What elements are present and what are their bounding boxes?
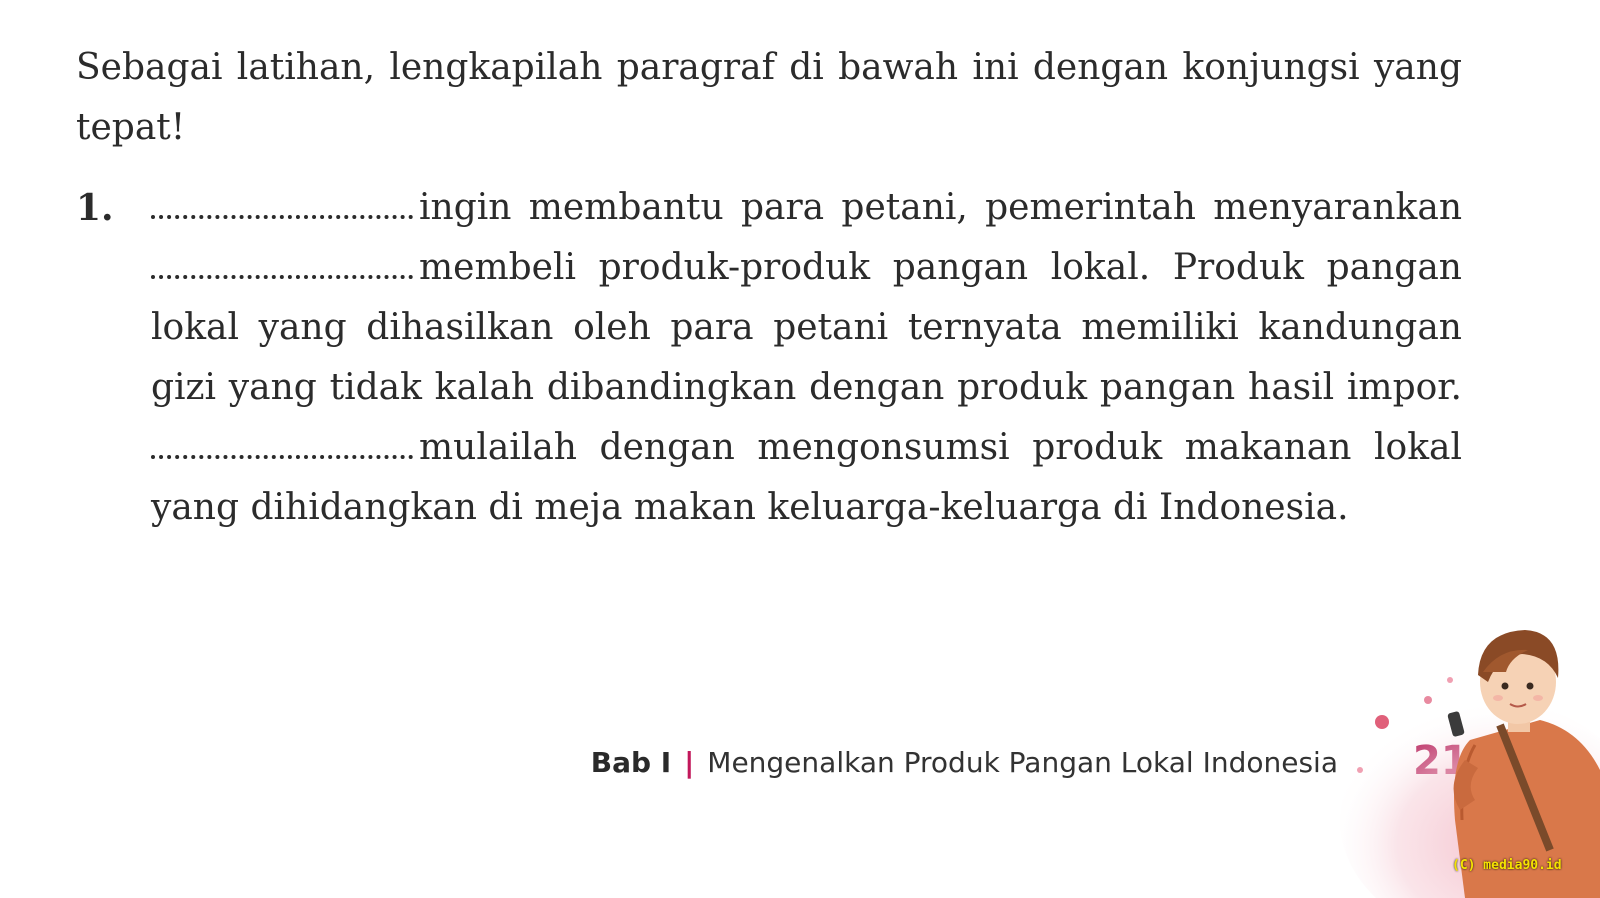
paragraph-segment-1: ingin membantu para petani, pemerintah menyarankan — [419, 187, 1462, 228]
answer-blank-1[interactable] — [151, 205, 413, 219]
instruction-text: Sebagai latihan, lengkapilah paragraf di bawah ini dengan konjungsi yang tepat! — [76, 47, 1462, 148]
student-illustration — [1300, 620, 1600, 898]
page-footer — [591, 746, 1338, 779]
answer-blank-3[interactable] — [151, 445, 413, 459]
item-number: 1. — [76, 187, 114, 229]
exercise-paragraph — [151, 178, 1462, 538]
watermark-text: (C) media90.id — [1452, 858, 1562, 873]
paragraph-segment-2: membeli produk-produk pangan lokal. Produk pangan lokal yang dihasilkan oleh para petani ternyata memiliki kandungan gizi yang tidak kalah dibandingkan dengan produk pangan hasil impor. — [151, 247, 1462, 408]
paragraph-segment-3: mulailah dengan mengonsumsi produk makanan lokal yang dihidangkan di meja makan keluarga-keluarga di Indonesia. — [151, 427, 1462, 528]
answer-blank-2[interactable] — [151, 265, 413, 279]
footer-chapter: Bab I — [590, 746, 672, 779]
footer-chapter-title: Mengenalkan Produk Pangan Lokal Indonesia — [707, 746, 1338, 779]
footer-separator: | — [684, 746, 695, 779]
